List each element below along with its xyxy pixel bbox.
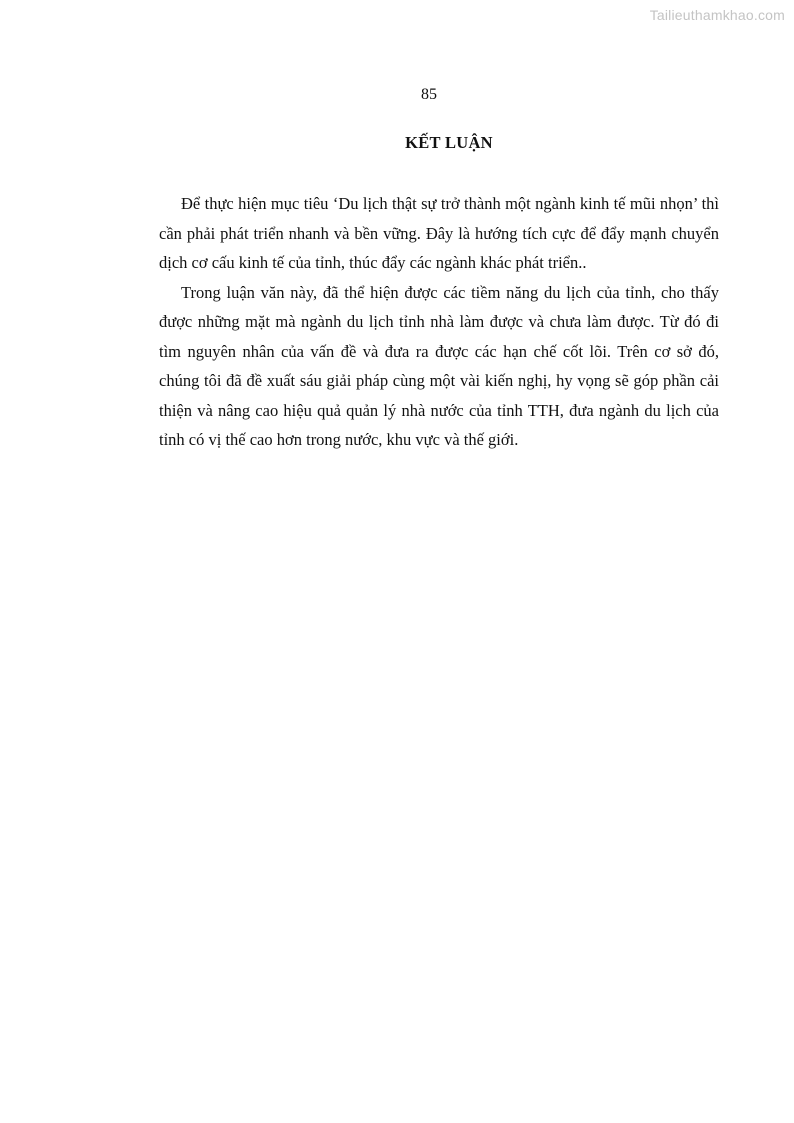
page-title: KẾT LUẬN xyxy=(405,133,493,152)
paragraph-2: Trong luận văn này, đã thể hiện được các tiềm năng du lịch của tỉnh, cho thấy được những mặt mà ngành du lịch tỉnh nhà làm được và chưa làm được. Từ đó đi tìm nguyên nhân của vấn đề và đưa ra được các hạn chế cốt lõi. Trên cơ sở đó, chúng tôi đã đề xuất sáu giải pháp cùng một vài kiến nghị, hy vọng sẽ góp phần cải thiện và nâng cao hiệu quả quản lý nhà nước của tỉnh TTH, đưa ngành du lịch của tỉnh có vị thế cao hơn trong nước, khu vực và thế giới. xyxy=(159,282,719,449)
body-text xyxy=(159,189,719,455)
page-number: 85 xyxy=(421,86,437,103)
paragraph-1: Để thực hiện mục tiêu ‘Du lịch thật sự trở thành một ngành kinh tế mũi nhọn’ thì cần phải phát triển nhanh và bền vững. Đây là hướng tích cực để đẩy mạnh chuyển dịch cơ cấu kinh tế của tỉnh, thúc đẩy các ngành khác phát triển.. xyxy=(159,194,719,272)
watermark: Tailieuthamkhao.com xyxy=(649,7,785,23)
